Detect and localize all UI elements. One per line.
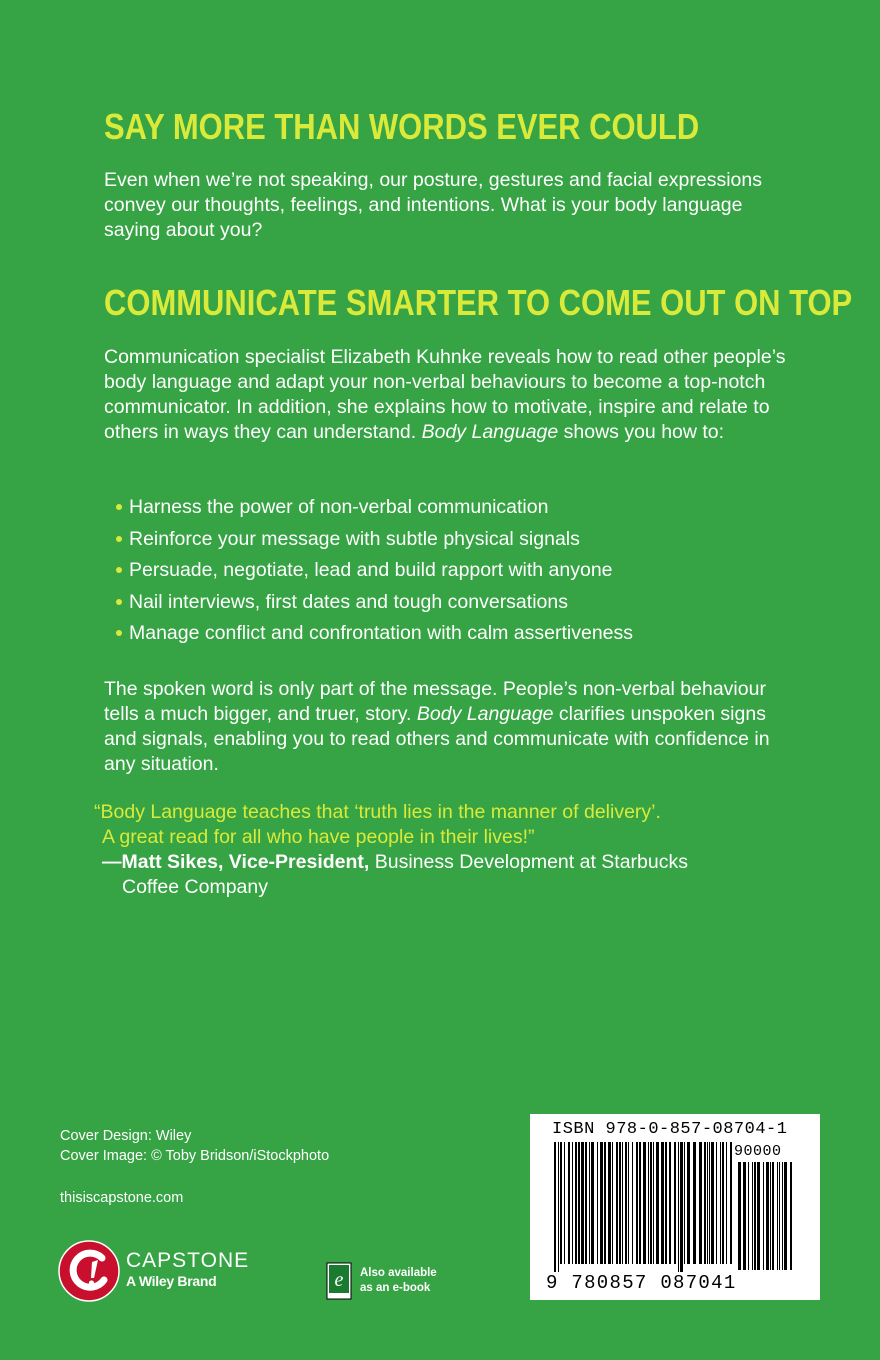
price-code: 90000 [734,1143,782,1160]
isbn-digits: 9 780857 087041 [546,1272,737,1294]
barcode-bar [600,1142,603,1264]
description-text-end: shows you how to: [558,421,725,443]
barcode-bar [770,1162,771,1270]
barcode-bar [704,1142,706,1264]
list-item: Nail interviews, first dates and tough conversations [114,588,633,620]
barcode-bar [578,1142,580,1264]
barcode-bar [678,1142,679,1272]
barcode-bar [665,1142,667,1264]
barcode-bar [604,1142,606,1264]
testimonial-quote: “Body Language teaches that ‘truth lies in the manner of delivery’. A great read for all who have people in their lives!” [94,801,661,848]
benefits-list [114,493,633,651]
list-item: Harness the power of non-verbal communication [114,493,633,525]
list-item: Manage conflict and confrontation with calm assertiveness [114,619,633,651]
description-text: Communication specialist Elizabeth Kuhnke reveals how to read other people’s body language and adapt your non-verbal behaviours to become a top-notch communicator. In addition, she explains how to motivate, inspire and relate to others in ways they can understand. [104,346,786,443]
barcode-bar [636,1142,638,1264]
heading-say-more: SAY MORE THAN WORDS EVER COULD [104,106,700,147]
ebook-icon [326,1262,352,1300]
barcode-bar [625,1142,627,1264]
list-item: Reinforce your message with subtle physical signals [114,525,633,557]
barcode-bar [597,1142,598,1264]
barcode-bar [669,1142,671,1264]
description-paragraph [104,345,794,445]
barcode-bar [558,1142,559,1272]
barcode-bar [581,1142,584,1264]
barcode-bar [680,1142,683,1272]
barcode-bar [726,1142,727,1264]
bullet-dot-icon [116,504,122,510]
ean-barcode [554,1142,734,1272]
barcode-bar [699,1142,702,1264]
barcode-bar [591,1142,594,1264]
barcode-bar [674,1142,676,1264]
list-item: Persuade, negotiate, lead and build rapport with anyone [114,556,633,588]
website-url: thisiscapstone.com [60,1190,184,1206]
closing-paragraph: The spoken word is only part of the message. People’s non-verbal behaviour tells a much bigger, and truer, story. Body Language clarifies unspoken signs and signals, enabling you to read others and communicate with confidence in any situation. [104,678,770,775]
barcode-bar [687,1142,690,1264]
barcode-bar [661,1142,664,1264]
barcode-bar [752,1162,753,1270]
bullet-dot-icon [116,630,122,636]
cover-credits: Cover Design: Wiley Cover Image: © Toby Bridson/iStockphoto [60,1128,330,1164]
barcode-bar [653,1142,654,1264]
barcode-bar [554,1142,556,1272]
testimonial-attribution: —Matt Sikes, Vice-President, Business Development at Starbucks Coffee Company [102,851,688,898]
barcode-bar [748,1162,749,1270]
barcode-bar [720,1142,721,1264]
barcode-bar [738,1162,741,1270]
barcode-bar [639,1142,641,1264]
barcode-bar [568,1142,570,1264]
barcode-bar [648,1142,649,1264]
barcode-bar [779,1162,780,1270]
publisher-name: CAPSTONE [126,1249,250,1272]
addon-barcode [738,1162,794,1278]
book-title-italic: Body Language [416,703,554,725]
barcode-bar [622,1142,623,1264]
barcode-bar [763,1162,764,1270]
barcode-bar [612,1142,613,1264]
barcode-bar [650,1142,652,1264]
barcode-bar [616,1142,618,1264]
barcode-bar [772,1162,774,1270]
barcode-bar [777,1162,778,1270]
barcode-bar [784,1162,787,1270]
barcode-bar [643,1142,646,1264]
barcode-bar [693,1142,696,1264]
barcode-bar [585,1142,587,1264]
capstone-emblem-icon [58,1240,120,1302]
barcode-bar [709,1142,710,1264]
barcode-bar [632,1142,633,1264]
barcode-bar [628,1142,629,1264]
barcode-bar [743,1162,746,1270]
barcode-bar [608,1142,611,1264]
barcode-bar [707,1142,708,1264]
barcode-bar [564,1142,565,1264]
publisher-sub: A Wiley Brand [126,1273,217,1289]
ebook-badge: e Also available as an e-book [326,1262,437,1300]
barcode-bar [754,1162,756,1270]
isbn-label: ISBN 978-0-857-08704-1 [552,1120,788,1139]
barcode-bar [730,1142,732,1264]
heading-communicate-smarter: COMMUNICATE SMARTER TO COME OUT ON TOP [104,282,853,323]
book-title-italic: Body Language [421,421,559,443]
barcode-panel [530,1114,820,1300]
barcode-bar [684,1142,685,1264]
attribution-name: Matt Sikes, Vice-President, [121,851,370,873]
barcode-bar [722,1142,724,1264]
barcode-bar [716,1142,717,1264]
barcode-bar [589,1142,590,1264]
barcode-bar [711,1142,714,1264]
barcode-bar [572,1142,573,1264]
barcode-bar [766,1162,769,1270]
svg-text:e: e [334,1269,344,1291]
capstone-logo [58,1240,249,1302]
barcode-bar [782,1162,783,1270]
barcode-bar [575,1142,577,1264]
bullet-dot-icon [116,536,122,542]
barcode-bar [619,1142,621,1264]
barcode-bar [560,1142,562,1264]
barcode-bar [790,1162,792,1270]
bullet-dot-icon [116,599,122,605]
barcode-bar [757,1162,760,1270]
barcode-bar [656,1142,659,1264]
intro-paragraph: Even when we’re not speaking, our posture, gestures and facial expressions convey our thoughts, feelings, and intentions. What is your body language saying about you? [104,169,762,241]
bullet-dot-icon [116,567,122,573]
